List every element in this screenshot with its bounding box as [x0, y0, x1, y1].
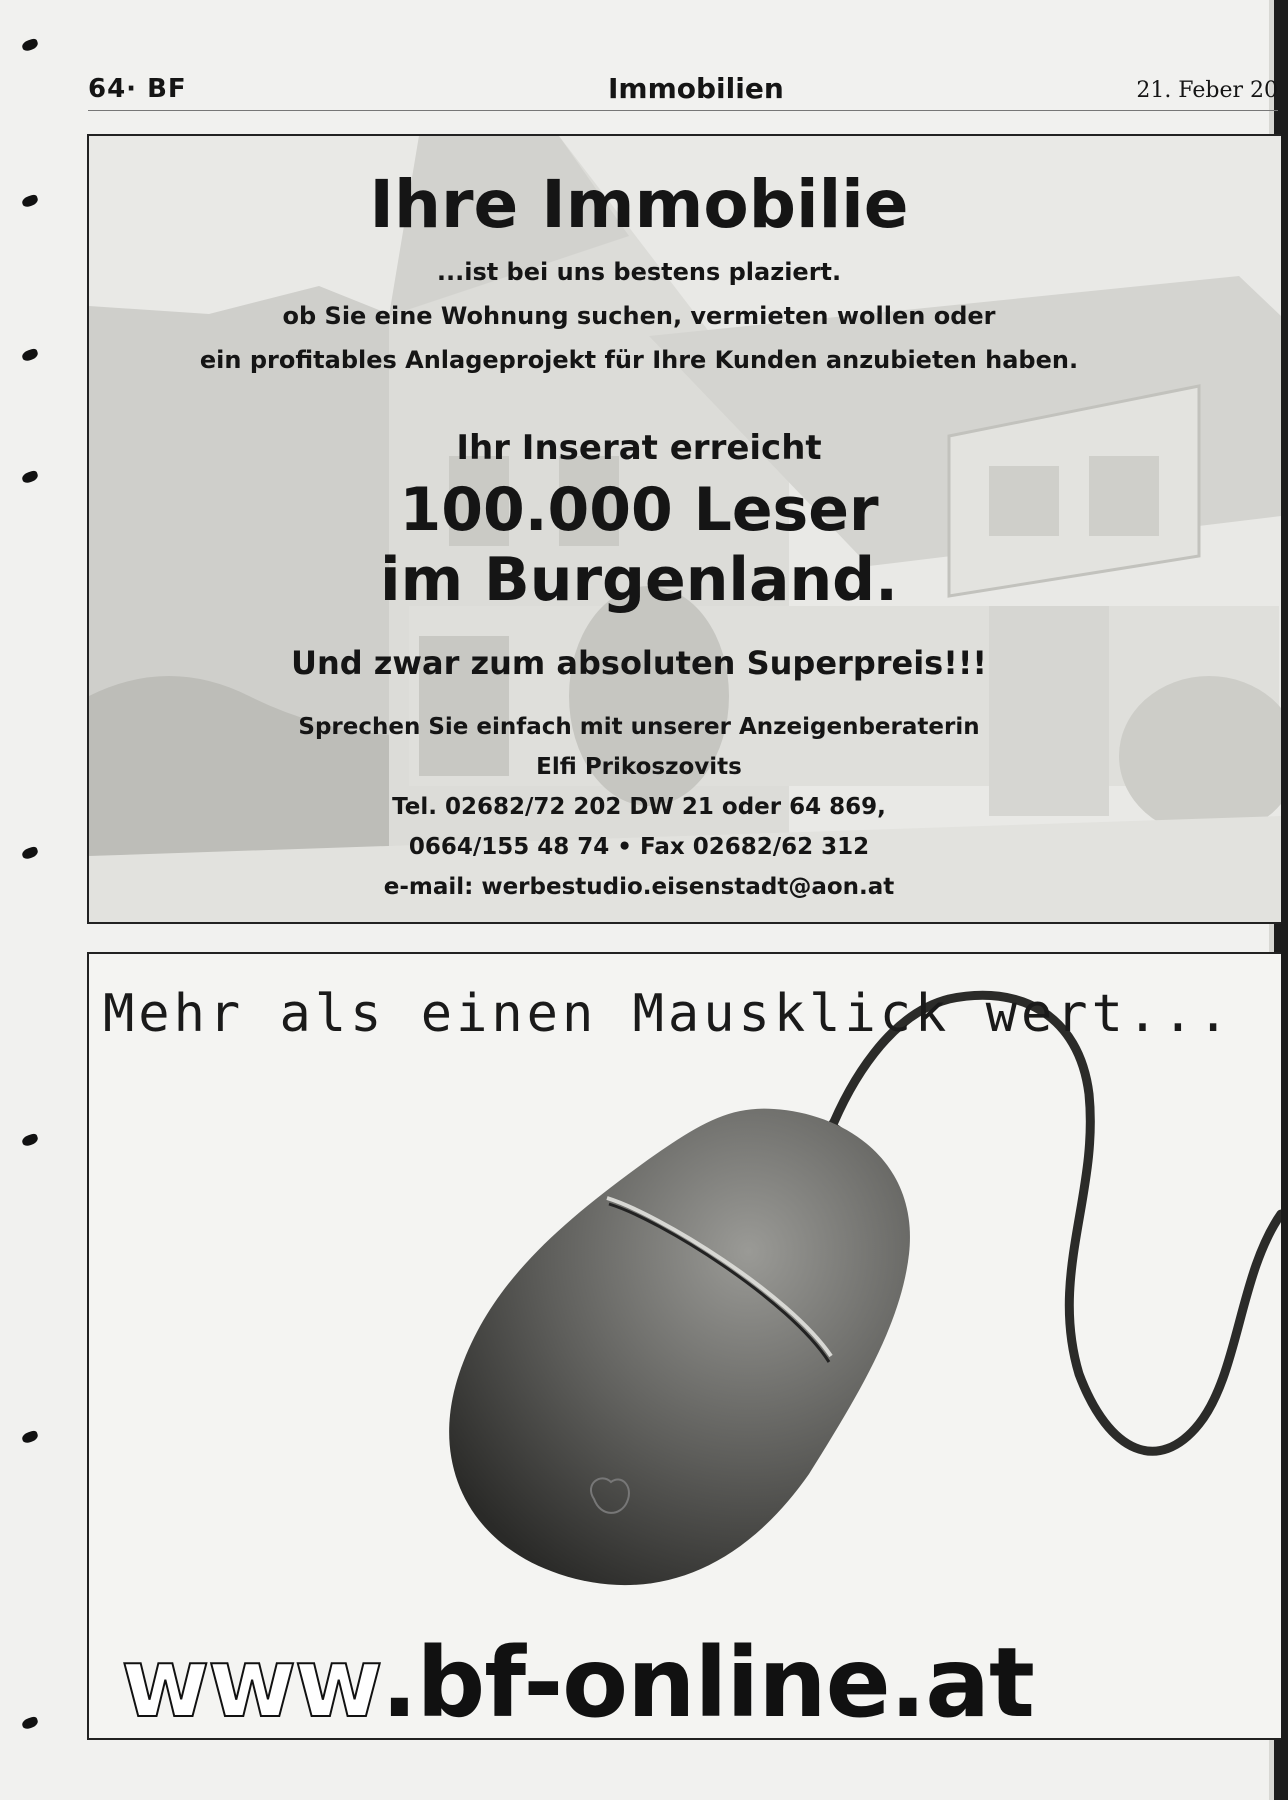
computer-mouse-illustration: [89, 954, 1281, 1738]
page-header: [88, 70, 1278, 111]
ad-slogan: Mehr als einen Mausklick wert...: [103, 984, 1233, 1044]
contact-name: Elfi Prikoszovits: [536, 754, 742, 780]
issue-date: 21. Feber 20: [1136, 78, 1278, 103]
reach-count: 100.000 Leser: [399, 475, 879, 545]
binding-mark: [21, 470, 39, 484]
ad-line: ...ist bei uns bestens plaziert.: [436, 258, 842, 286]
binding-mark: [21, 1716, 39, 1730]
ad-line: ob Sie eine Wohnung suchen, vermieten wollen oder: [282, 302, 996, 330]
binding-mark: [21, 846, 39, 860]
binding-mark: [21, 1430, 39, 1444]
contact-mobile-fax: 0664/155 48 74 • Fax 02682/62 312: [408, 834, 870, 860]
contact-intro: Sprechen Sie einfach mit unserer Anzeigenberaterin: [298, 714, 980, 740]
ad-line: ein profitables Anlageprojekt für Ihre Kunden anzubieten haben.: [199, 346, 1079, 374]
website-url: [121, 1628, 1034, 1738]
price-claim: Und zwar zum absoluten Superpreis!!!: [290, 644, 987, 682]
online-ad: [87, 952, 1281, 1740]
binding-mark: [21, 1133, 39, 1147]
url-domain: .bf-online.at: [381, 1627, 1034, 1739]
contact-phone: Tel. 02682/72 202 DW 21 oder 64 869,: [392, 794, 886, 820]
binding-mark: [21, 348, 39, 362]
reach-intro: Ihr Inserat erreicht: [456, 428, 822, 468]
contact-email: e-mail: werbestudio.eisenstadt@aon.at: [383, 874, 895, 900]
page-number: 64· BF: [88, 74, 187, 104]
url-prefix: www: [121, 1627, 382, 1739]
real-estate-ad: [87, 134, 1281, 924]
binding-mark: [21, 194, 39, 208]
binding-mark: [21, 38, 39, 52]
section-title: Immobilien: [608, 72, 784, 105]
ad-headline: Ihre Immobilie: [369, 166, 909, 243]
reach-region: im Burgenland.: [380, 545, 898, 615]
